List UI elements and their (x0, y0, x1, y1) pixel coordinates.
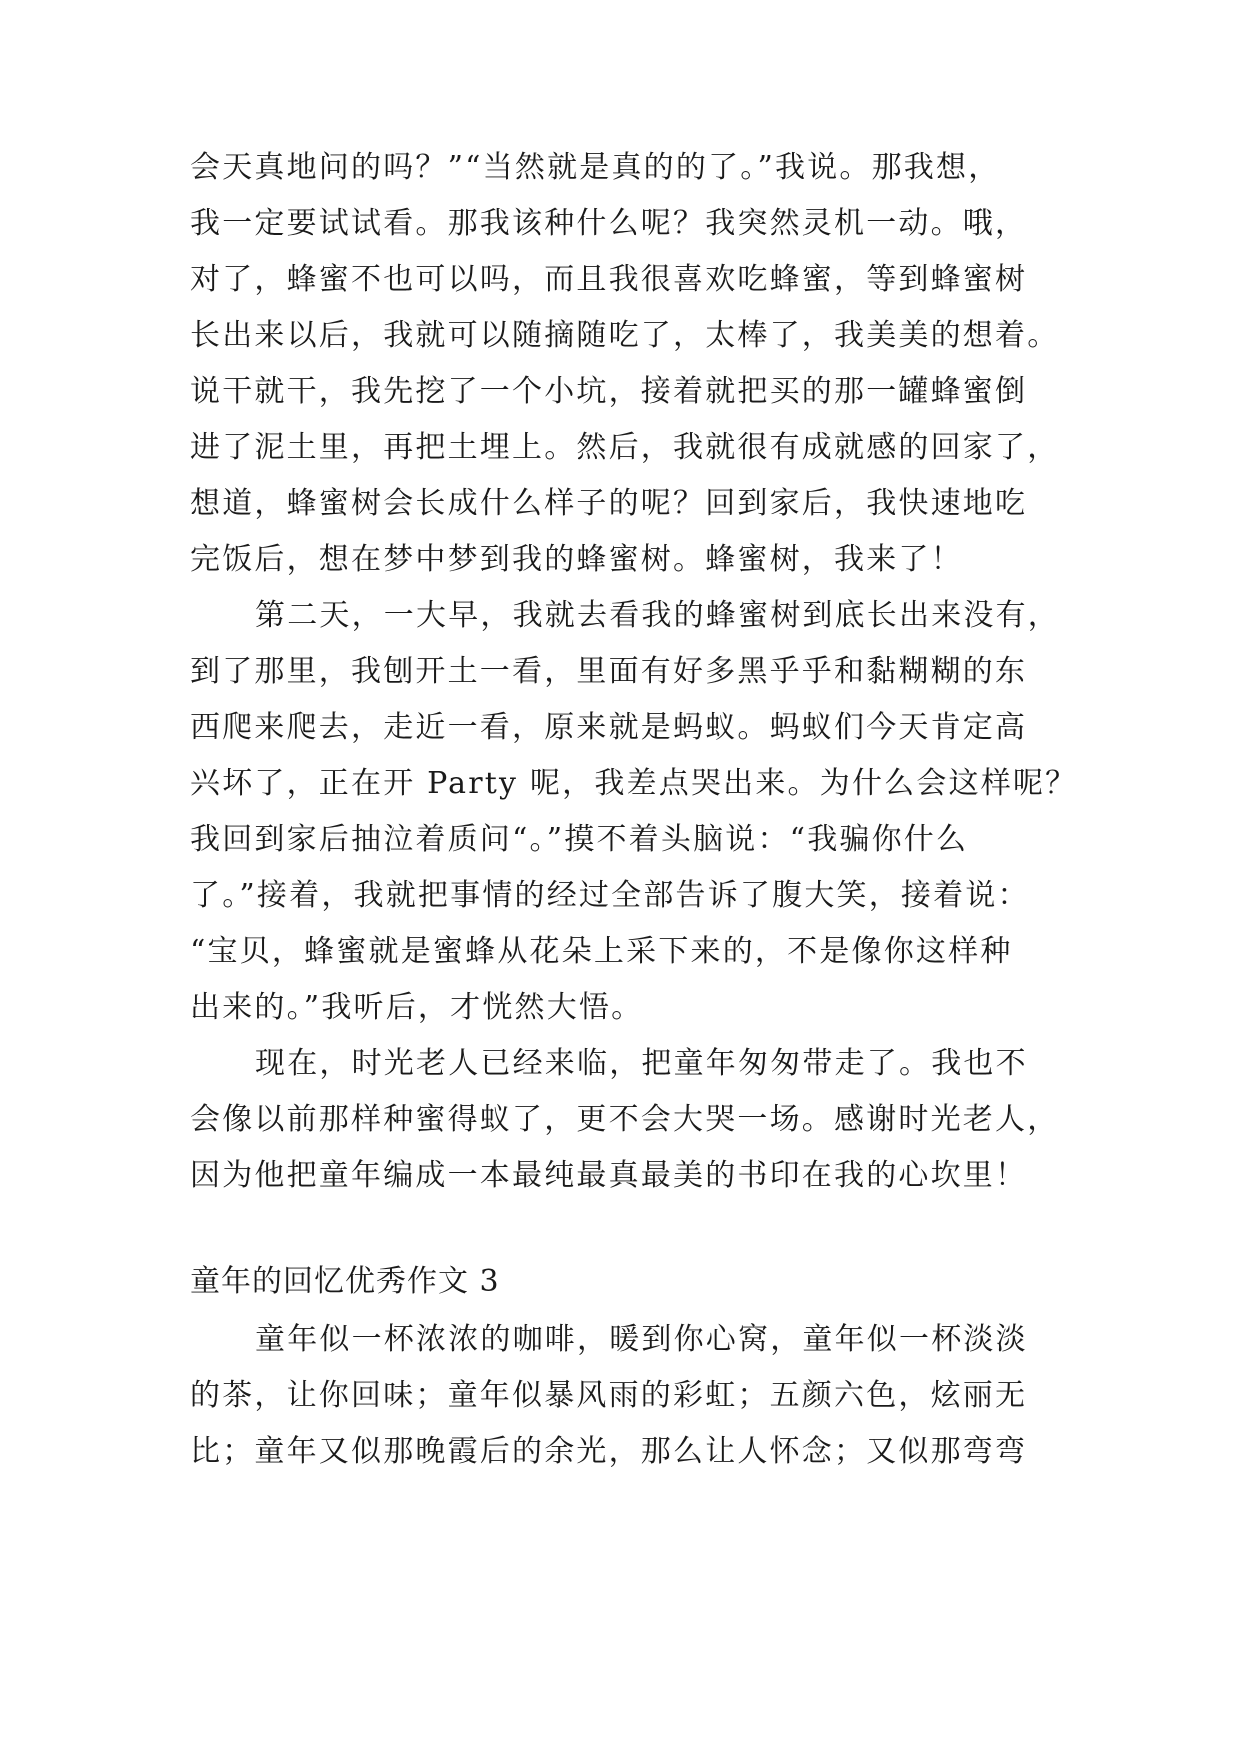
text-line: 兴坏了，正在开 Party 呢，我差点哭出来。为什么会这样呢？ (190, 766, 1078, 801)
text-line: 进了泥土里，再把土埋上。然后，我就很有成就感的回家了， (190, 430, 1060, 465)
text-line: 会像以前那样种蜜得蚁了，更不会大哭一场。感谢时光老人， (190, 1102, 1060, 1137)
section-title: 童年的回忆优秀作文 3 (190, 1264, 500, 1299)
text-line: 现在，时光老人已经来临，把童年匆匆带走了。我也不 (255, 1046, 1028, 1081)
text-line: 西爬来爬去，走近一看，原来就是蚂蚁。蚂蚁们今天肯定高 (190, 710, 1028, 745)
text-line: 我一定要试试看。那我该种什么呢？我突然灵机一动。哦， (190, 206, 1028, 241)
text-line: “宝贝，蜂蜜就是蜜蜂从花朵上采下来的，不是像你这样种 (190, 934, 1013, 969)
text-line: 会天真地问的吗？”“当然就是真的的了。”我说。那我想， (190, 150, 1001, 185)
text-line: 第二天，一大早，我就去看我的蜂蜜树到底长出来没有， (255, 598, 1060, 633)
text-line: 长出来以后，我就可以随摘随吃了，太棒了，我美美的想着。 (190, 318, 1060, 353)
text-line: 因为他把童年编成一本最纯最真最美的书印在我的心坎里！ (190, 1158, 1028, 1193)
text-line: 我回到家后抽泣着质问“。”摸不着头脑说：“我骗你什么 (190, 822, 969, 857)
text-line: 说干就干，我先挖了一个小坑，接着就把买的那一罐蜂蜜倒 (190, 374, 1028, 409)
text-line: 到了那里，我刨开土一看，里面有好多黑乎乎和黏糊糊的东 (190, 654, 1028, 689)
text-line: 的茶，让你回味；童年似暴风雨的彩虹；五颜六色，炫丽无 (190, 1378, 1028, 1413)
text-line: 完饭后，想在梦中梦到我的蜂蜜树。蜂蜜树，我来了！ (190, 542, 963, 577)
text-line: 了。”接着，我就把事情的经过全部告诉了腹大笑，接着说： (190, 878, 1030, 913)
text-line: 童年似一杯浓浓的咖啡，暖到你心窝，童年似一杯淡淡 (255, 1322, 1028, 1357)
text-line: 对了，蜂蜜不也可以吗，而且我很喜欢吃蜂蜜，等到蜂蜜树 (190, 262, 1028, 297)
text-line: 比；童年又似那晚霞后的余光，那么让人怀念；又似那弯弯 (190, 1434, 1028, 1469)
text-line: 出来的。”我听后，才恍然大悟。 (190, 990, 644, 1025)
text-line: 想道，蜂蜜树会长成什么样子的呢？回到家后，我快速地吃 (190, 486, 1028, 521)
